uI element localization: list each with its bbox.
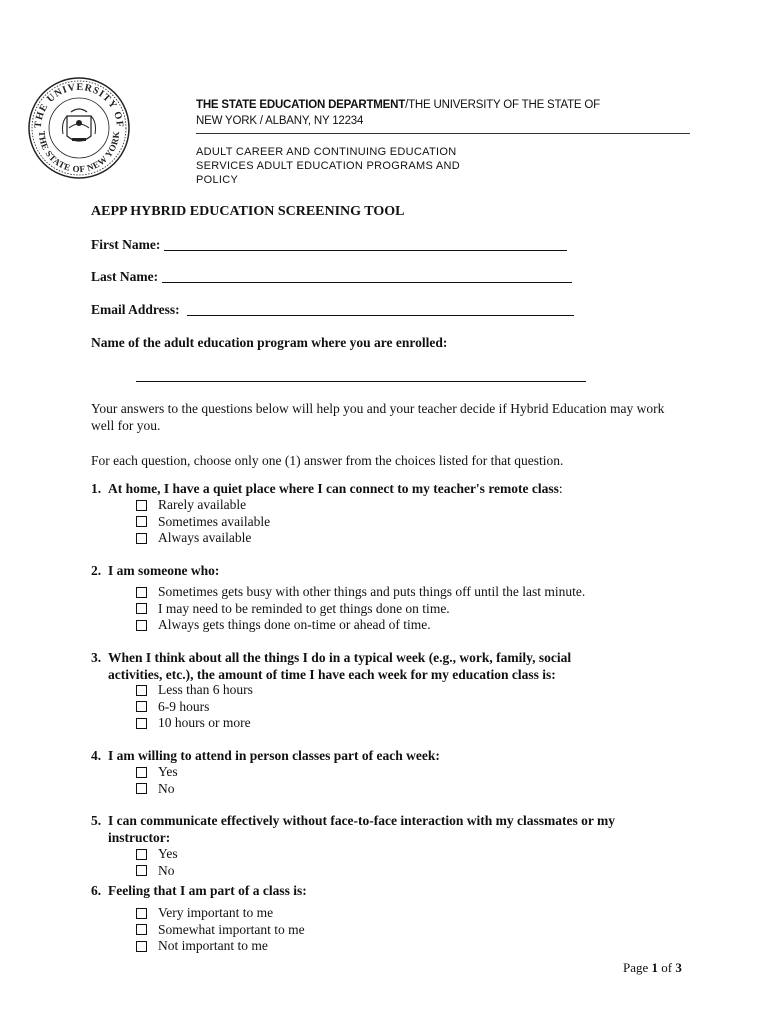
checkbox[interactable] (136, 516, 147, 527)
option-very-important[interactable] (136, 905, 305, 922)
total-pages: 3 (675, 960, 682, 975)
option-no[interactable] (136, 781, 178, 798)
option-no[interactable] (136, 863, 178, 880)
question-1-options (136, 497, 270, 547)
question-colon: : (558, 481, 563, 496)
seal-text-bottom: THE STATE OF NEW YORK (36, 130, 122, 175)
instructions-paragraph: For each question, choose only one (1) answer from the choices listed for that question. (91, 453, 564, 468)
checkbox[interactable] (136, 603, 147, 614)
question-5 (91, 813, 651, 846)
option-label: No (158, 780, 175, 796)
checkbox[interactable] (136, 908, 147, 919)
option-label: 6-9 hours (158, 698, 210, 714)
question-text-line-1: When I think about all the things I do in a typical week (e.g., work, family, social (108, 650, 572, 665)
checkbox[interactable] (136, 701, 147, 712)
option-label: Very important to me (158, 905, 274, 920)
question-6 (91, 883, 651, 900)
header-divider (196, 133, 690, 134)
form-title: AEPP HYBRID EDUCATION SCREENING TOOL (91, 204, 405, 219)
option-6-9-hours[interactable] (136, 699, 253, 716)
current-page: 1 (651, 960, 659, 975)
question-2 (91, 563, 651, 580)
question-2-options (136, 584, 585, 634)
option-label: Sometimes gets busy with other things and puts things off until the last minute. (158, 584, 586, 599)
option-label: Always available (158, 530, 252, 545)
checkbox[interactable] (136, 500, 147, 511)
page-number (623, 960, 682, 976)
option-label: Rarely available (158, 497, 247, 512)
question-text: I am willing to attend in person classes part of each week: (108, 748, 440, 763)
question-text: At home, I have a quiet place where I can connect to my teacher's remote class (108, 481, 559, 496)
checkbox[interactable] (136, 849, 147, 860)
question-6-options (136, 905, 305, 955)
of-word: of (661, 960, 673, 975)
question-1 (91, 481, 651, 498)
office-line-2: SERVICES ADULT EDUCATION PROGRAMS AND (196, 160, 460, 172)
option-somewhat-important[interactable] (136, 922, 305, 939)
option-label: Yes (158, 764, 178, 779)
question-text: Feeling that I am part of a class is: (108, 883, 307, 898)
checkbox[interactable] (136, 685, 147, 696)
state-seal-logo (27, 76, 131, 180)
question-number: 6. (91, 883, 102, 898)
question-text-line-1: I can communicate effectively without face-to-face interaction with my classmates or my (108, 813, 615, 828)
office-line-1: ADULT CAREER AND CONTINUING EDUCATION (196, 146, 457, 158)
checkbox[interactable] (136, 941, 147, 952)
checkbox[interactable] (136, 865, 147, 876)
option-yes[interactable] (136, 846, 178, 863)
university-name: /THE UNIVERSITY OF THE STATE OF (405, 99, 600, 111)
option-always-available[interactable] (136, 530, 270, 547)
option-label: I may need to be reminded to get things done on time. (158, 600, 450, 616)
question-5-options (136, 846, 178, 879)
email-label: Email Address: (91, 302, 180, 317)
option-sometimes-available[interactable] (136, 514, 270, 531)
checkbox[interactable] (136, 620, 147, 631)
question-number: 5. (91, 813, 102, 828)
option-label: Somewhat important to me (158, 921, 305, 937)
option-yes[interactable] (136, 764, 178, 781)
address-line: NEW YORK / ALBANY, NY 12234 (196, 115, 364, 127)
intro-paragraph: Your answers to the questions below will help you and your teacher decide if Hybrid Education may work well for you. (91, 401, 665, 433)
program-field[interactable] (136, 366, 586, 382)
seal-text-top: THE UNIVERSITY OF (32, 81, 126, 129)
option-needs-reminders[interactable] (136, 601, 585, 618)
question-text-line-2: activities, etc.), the amount of time I have each week for my education class is: (108, 666, 556, 682)
checkbox[interactable] (136, 767, 147, 778)
checkbox[interactable] (136, 718, 147, 729)
checkbox[interactable] (136, 533, 147, 544)
page-word: Page (623, 960, 649, 975)
question-number: 2. (91, 563, 102, 578)
question-4-options (136, 764, 178, 797)
department-name: THE STATE EDUCATION DEPARTMENT (196, 99, 406, 111)
checkbox[interactable] (136, 783, 147, 794)
checkbox[interactable] (136, 587, 147, 598)
question-3 (91, 650, 651, 683)
office-name (196, 145, 486, 187)
email-field[interactable] (187, 301, 574, 316)
option-not-important[interactable] (136, 938, 305, 955)
option-label: Always gets things done on-time or ahead of time. (158, 617, 431, 632)
question-number: 3. (91, 650, 102, 665)
question-text-line-2: instructor: (108, 829, 171, 845)
department-header (196, 97, 696, 129)
office-line-3: POLICY (196, 174, 239, 186)
first-name-field[interactable] (164, 236, 567, 251)
question-number: 4. (91, 748, 102, 763)
last-name-field[interactable] (162, 268, 572, 283)
option-label: No (158, 862, 175, 878)
checkbox[interactable] (136, 924, 147, 935)
first-name-label: First Name: (91, 237, 161, 252)
option-label: 10 hours or more (158, 715, 251, 730)
question-3-options (136, 682, 253, 732)
option-10-hours-or-more[interactable] (136, 715, 253, 732)
option-label: Less than 6 hours (158, 682, 253, 697)
option-less-than-6-hours[interactable] (136, 682, 253, 699)
option-label: Yes (158, 846, 178, 861)
option-rarely-available[interactable] (136, 497, 270, 514)
last-name-label: Last Name: (91, 269, 159, 284)
program-label: Name of the adult education program where you are enrolled: (91, 335, 448, 350)
option-label: Sometimes available (158, 513, 271, 529)
question-4 (91, 748, 651, 765)
option-puts-things-off[interactable] (136, 584, 585, 601)
option-always-on-time[interactable] (136, 617, 585, 634)
option-label: Not important to me (158, 938, 268, 953)
question-text: I am someone who: (108, 563, 220, 578)
question-number: 1. (91, 481, 102, 496)
